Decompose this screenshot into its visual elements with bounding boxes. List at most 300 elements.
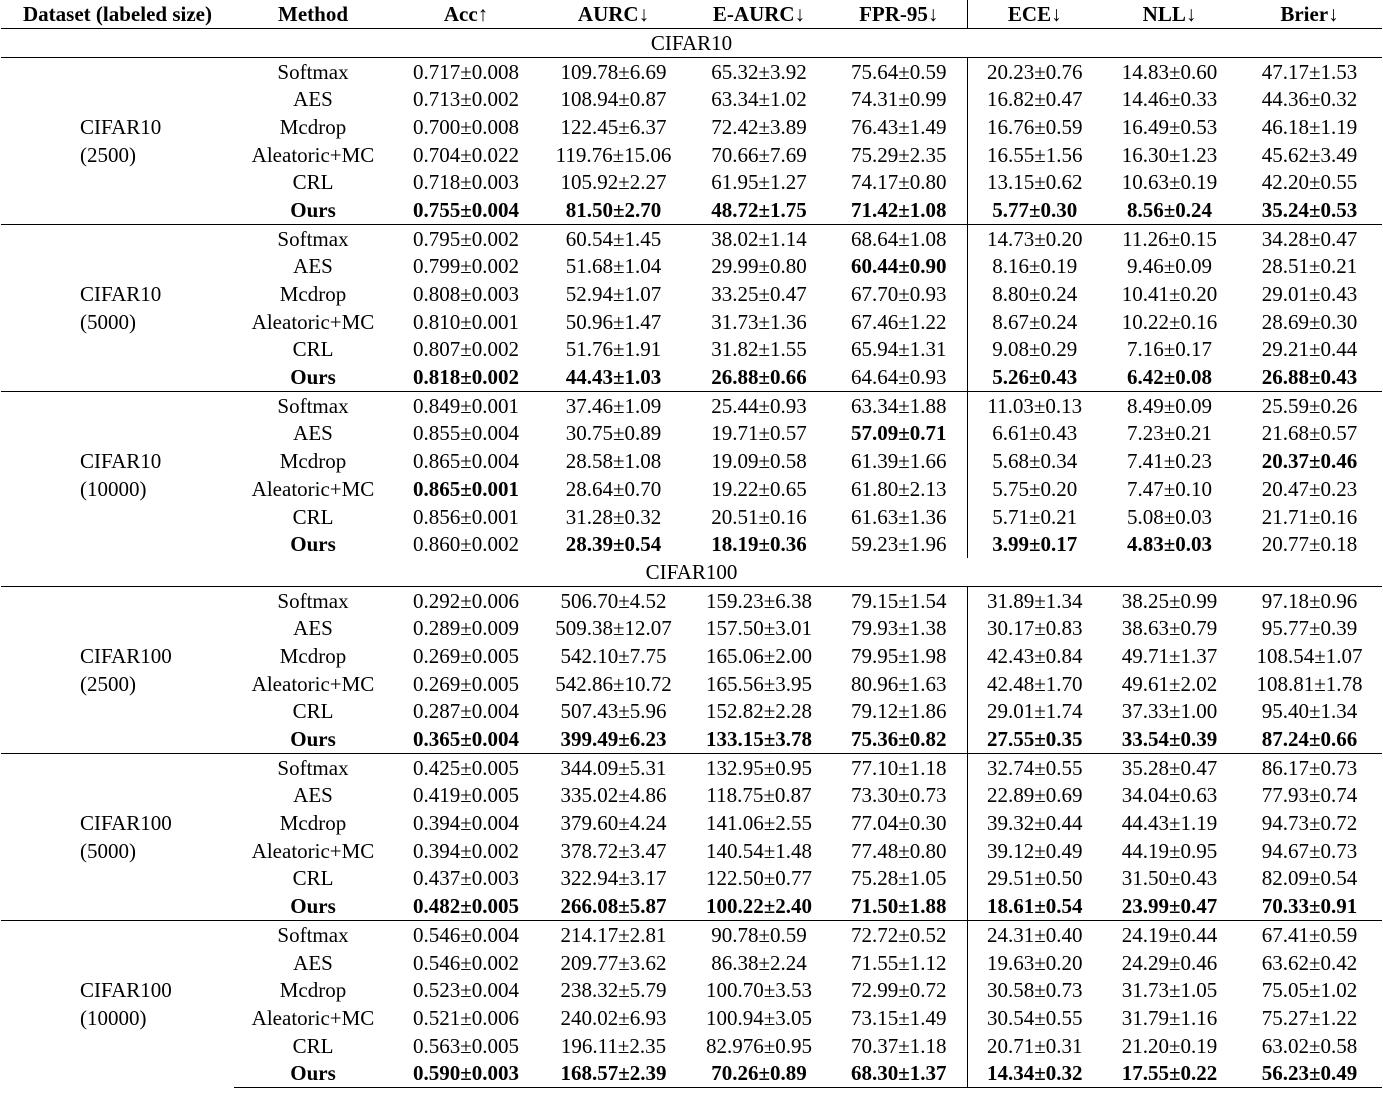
value-cell: 0.287±0.004	[412, 699, 520, 724]
value-cell: 25.59±0.26	[1237, 391, 1382, 419]
value-cell: 11.03±0.13	[967, 391, 1102, 419]
value-cell: 100.94±3.05	[705, 1005, 813, 1030]
value-cell: 95.77±0.39	[1261, 616, 1358, 641]
value-cell: 75.36±0.82	[831, 725, 967, 753]
value-cell: 0.808±0.003	[412, 282, 520, 307]
value-cell: 0.269±0.005	[412, 671, 520, 696]
value-cell: 8.16±0.19	[992, 254, 1078, 279]
value-cell: 11.26±0.15	[1102, 224, 1237, 252]
method-cell: Softmax	[234, 753, 392, 781]
value-cell: 0.704±0.022	[412, 142, 520, 167]
value-cell: 60.44±0.90	[831, 253, 967, 281]
value-cell: 24.31±0.40	[967, 921, 1102, 949]
value-cell: 76.43±1.49	[831, 113, 967, 141]
method-cell: Ours	[290, 197, 336, 222]
table-row	[1, 391, 1382, 419]
value-cell: 26.88±0.66	[711, 365, 807, 390]
value-cell: 61.80±2.13	[831, 475, 967, 503]
value-cell: 44.36±0.32	[1261, 87, 1358, 112]
value-cell: 71.55±1.12	[831, 949, 967, 977]
value-cell: 71.50±1.88	[831, 892, 967, 920]
value-cell: 51.76±1.91	[565, 337, 662, 362]
value-cell: 542.86±10.72	[555, 671, 672, 696]
value-cell: 165.56±3.95	[705, 671, 813, 696]
value-cell: 77.93±0.74	[1261, 783, 1358, 808]
dataset-size: (2500)	[80, 142, 136, 167]
value-cell: 10.63±0.19	[1121, 170, 1218, 195]
value-cell: 42.48±1.70	[986, 671, 1083, 696]
method-cell: AES	[293, 87, 333, 112]
value-cell: 29.01±1.74	[986, 699, 1083, 724]
header-aurc: AURC↓	[577, 1, 650, 26]
value-cell: 30.75±0.89	[565, 421, 662, 446]
value-cell: 19.09±0.58	[711, 449, 807, 474]
value-cell: 30.17±0.83	[986, 616, 1083, 641]
value-cell: 70.37±1.18	[831, 1032, 967, 1060]
header-dataset: Dataset (labeled size)	[23, 1, 212, 26]
dataset-name: CIFAR10	[80, 114, 162, 139]
value-cell: 378.72±3.47	[560, 838, 667, 863]
header-e-aurc: E-AURC↓	[712, 1, 806, 26]
value-cell: 7.47±0.10	[1126, 476, 1213, 501]
value-cell: 28.64±0.70	[565, 476, 662, 501]
value-cell: 80.96±1.63	[831, 670, 967, 698]
method-cell: CRL	[292, 866, 334, 891]
value-cell: 507.43±5.96	[560, 699, 667, 724]
value-cell: 8.80±0.24	[992, 282, 1078, 307]
value-cell: 51.68±1.04	[565, 254, 662, 279]
value-cell: 9.08±0.29	[992, 337, 1078, 362]
value-cell: 0.807±0.002	[412, 337, 520, 362]
value-cell: 42.20±0.55	[1261, 170, 1358, 195]
value-cell: 60.54±1.45	[540, 224, 687, 252]
value-cell: 7.23±0.21	[1126, 421, 1213, 446]
value-cell: 64.64±0.93	[831, 363, 967, 391]
value-cell: 73.15±1.49	[831, 1004, 967, 1032]
value-cell: 52.94±1.07	[565, 282, 662, 307]
dataset-size: (10000)	[80, 477, 147, 501]
method-cell: CRL	[292, 1033, 334, 1058]
value-cell: 20.23±0.76	[986, 59, 1083, 84]
value-cell: 97.18±0.96	[1261, 588, 1358, 613]
value-cell: 100.22±2.40	[705, 894, 813, 919]
method-cell: Aleatoric+MC	[251, 142, 375, 167]
value-cell: 77.10±1.18	[831, 753, 967, 781]
results-table	[1, 0, 1382, 1088]
method-cell: CRL	[292, 337, 334, 362]
value-cell: 35.24±0.53	[1261, 197, 1358, 222]
value-cell: 122.50±0.77	[705, 866, 813, 891]
value-cell: 5.08±0.03	[1126, 504, 1213, 529]
value-cell: 196.11±2.35	[560, 1033, 667, 1058]
method-cell: AES	[293, 254, 333, 279]
value-cell: 79.12±1.86	[831, 698, 967, 726]
table-row	[1, 57, 1382, 85]
value-cell: 0.590±0.003	[392, 1059, 540, 1087]
value-cell: 29.99±0.80	[711, 254, 807, 279]
method-cell: Ours	[290, 532, 336, 557]
value-cell: 21.20±0.19	[1121, 1033, 1218, 1058]
method-cell: Mcdrop	[279, 978, 347, 1003]
value-cell: 39.12±0.49	[986, 838, 1083, 863]
value-cell: 28.58±1.08	[565, 449, 662, 474]
value-cell: 72.72±0.52	[831, 921, 967, 949]
value-cell: 29.21±0.44	[1261, 337, 1358, 362]
header-method: Method	[278, 1, 348, 26]
value-cell: 159.23±6.38	[705, 588, 813, 613]
value-cell: 61.39±1.66	[831, 447, 967, 475]
value-cell: 31.73±1.36	[711, 309, 807, 334]
method-cell: CRL	[292, 170, 334, 195]
dataset-cell	[1, 57, 234, 224]
value-cell: 140.54±1.48	[705, 838, 813, 863]
value-cell: 322.94±3.17	[560, 866, 667, 891]
value-cell: 56.23±0.49	[1237, 1059, 1382, 1087]
value-cell: 63.34±1.88	[831, 391, 967, 419]
value-cell: 65.94±1.31	[831, 336, 967, 364]
value-cell: 67.41±0.59	[1237, 921, 1382, 949]
value-cell: 20.71±0.31	[986, 1033, 1083, 1058]
value-cell: 240.02±6.93	[560, 1005, 667, 1030]
value-cell: 48.72±1.75	[711, 197, 807, 222]
value-cell: 31.28±0.32	[565, 504, 662, 529]
value-cell: 57.09±0.71	[831, 420, 967, 448]
value-cell: 27.55±0.35	[986, 727, 1083, 752]
value-cell: 0.394±0.002	[412, 838, 520, 863]
method-cell: Aleatoric+MC	[251, 476, 375, 501]
value-cell: 0.865±0.001	[412, 476, 520, 501]
section-title: CIFAR10	[1, 29, 1382, 58]
value-cell: 0.425±0.005	[392, 753, 540, 781]
value-cell: 38.02±1.14	[687, 224, 831, 252]
value-cell: 28.51±0.21	[1261, 254, 1358, 279]
value-cell: 94.73±0.72	[1261, 811, 1358, 836]
value-cell: 8.67±0.24	[992, 309, 1078, 334]
value-cell: 0.269±0.005	[412, 643, 520, 668]
section-header-row	[1, 558, 1382, 586]
value-cell: 0.546±0.002	[412, 950, 520, 975]
value-cell: 0.523±0.004	[412, 978, 520, 1003]
value-cell: 61.63±1.36	[831, 503, 967, 531]
value-cell: 0.546±0.004	[392, 921, 540, 949]
table-row	[1, 753, 1382, 781]
value-cell: 70.33±0.91	[1261, 894, 1358, 919]
value-cell: 6.61±0.43	[992, 421, 1078, 446]
value-cell: 34.04±0.63	[1121, 783, 1218, 808]
value-cell: 16.30±1.23	[1121, 142, 1218, 167]
value-cell: 74.31±0.99	[831, 85, 967, 113]
value-cell: 20.51±0.16	[711, 504, 807, 529]
method-cell: Ours	[290, 365, 336, 390]
value-cell: 70.26±0.89	[687, 1059, 831, 1087]
value-cell: 74.17±0.80	[831, 168, 967, 196]
value-cell: 0.419±0.005	[412, 783, 520, 808]
value-cell: 0.718±0.003	[412, 170, 520, 195]
value-cell: 7.41±0.23	[1126, 449, 1213, 474]
dataset-size: (5000)	[80, 309, 136, 334]
dataset-name: CIFAR10	[80, 281, 162, 306]
dataset-name: CIFAR100	[80, 978, 172, 1003]
value-cell: 31.50±0.43	[1121, 866, 1218, 891]
value-cell: 37.46±1.09	[540, 391, 687, 419]
value-cell: 29.01±0.43	[1261, 282, 1358, 307]
value-cell: 3.99±0.17	[992, 532, 1078, 557]
value-cell: 77.04±0.30	[831, 809, 967, 837]
value-cell: 108.81±1.78	[1256, 671, 1363, 696]
value-cell: 86.38±2.24	[711, 950, 807, 975]
method-cell: Softmax	[234, 921, 392, 949]
value-cell: 23.99±0.47	[1121, 894, 1218, 919]
method-cell: Mcdrop	[279, 114, 347, 139]
value-cell: 44.43±1.19	[1121, 811, 1218, 836]
value-cell: 0.856±0.001	[412, 504, 520, 529]
value-cell: 31.82±1.55	[711, 337, 807, 362]
value-cell: 72.42±3.89	[711, 114, 807, 139]
value-cell: 28.69±0.30	[1261, 309, 1358, 334]
value-cell: 141.06±2.55	[705, 811, 813, 836]
header-ece: ECE↓	[1007, 1, 1062, 26]
value-cell: 0.860±0.002	[412, 532, 520, 557]
method-cell: Ours	[290, 894, 336, 919]
header-brier: Brier↓	[1280, 1, 1339, 26]
value-cell: 68.64±1.08	[831, 224, 967, 252]
method-cell: AES	[293, 950, 333, 975]
value-cell: 14.73±0.20	[967, 224, 1102, 252]
value-cell: 100.70±3.53	[705, 978, 813, 1003]
value-cell: 209.77±3.62	[560, 950, 667, 975]
value-cell: 61.95±1.27	[711, 170, 807, 195]
value-cell: 109.78±6.69	[560, 59, 667, 84]
value-cell: 0.482±0.005	[412, 894, 520, 919]
value-cell: 157.50±3.01	[705, 616, 813, 641]
value-cell: 0.717±0.008	[412, 59, 520, 84]
value-cell: 67.46±1.22	[831, 308, 967, 336]
value-cell: 17.55±0.22	[1102, 1059, 1237, 1087]
value-cell: 75.28±1.05	[831, 865, 967, 893]
value-cell: 19.22±0.65	[711, 476, 807, 501]
header-nll: NLL↓	[1142, 1, 1197, 26]
value-cell: 42.43±0.84	[986, 643, 1083, 668]
value-cell: 31.89±1.34	[986, 588, 1083, 613]
value-cell: 10.22±0.16	[1121, 309, 1218, 334]
value-cell: 44.43±1.03	[565, 365, 662, 390]
method-cell: Aleatoric+MC	[251, 838, 375, 863]
value-cell: 63.02±0.58	[1261, 1033, 1358, 1058]
table-row	[1, 586, 1382, 614]
value-cell: 0.818±0.002	[412, 365, 520, 390]
value-cell: 38.63±0.79	[1121, 616, 1218, 641]
value-cell: 18.19±0.36	[711, 532, 807, 557]
value-cell: 75.27±1.22	[1261, 1005, 1358, 1030]
value-cell: 25.44±0.93	[687, 391, 831, 419]
method-cell: CRL	[292, 504, 334, 529]
value-cell: 238.32±5.79	[560, 978, 667, 1003]
method-cell: Ours	[290, 727, 336, 752]
value-cell: 24.19±0.44	[1102, 921, 1237, 949]
method-cell: Mcdrop	[279, 643, 347, 668]
value-cell: 45.62±3.49	[1261, 142, 1358, 167]
value-cell: 21.71±0.16	[1261, 504, 1358, 529]
value-cell: 8.56±0.24	[1126, 197, 1213, 222]
value-cell: 266.08±5.87	[560, 894, 667, 919]
value-cell: 94.67±0.73	[1261, 838, 1358, 863]
value-cell: 34.28±0.47	[1237, 224, 1382, 252]
value-cell: 30.58±0.73	[986, 978, 1083, 1003]
value-cell: 7.16±0.17	[1126, 337, 1213, 362]
value-cell: 122.45±6.37	[560, 114, 667, 139]
value-cell: 75.64±0.59	[831, 57, 967, 85]
value-cell: 119.76±15.06	[555, 142, 672, 167]
value-cell: 59.23±1.96	[831, 530, 967, 558]
value-cell: 30.54±0.55	[986, 1005, 1083, 1030]
value-cell: 16.82±0.47	[986, 87, 1083, 112]
method-cell: Softmax	[234, 391, 392, 419]
value-cell: 73.30±0.73	[831, 782, 967, 810]
value-cell: 0.437±0.003	[412, 866, 520, 891]
value-cell: 0.394±0.004	[412, 811, 520, 836]
value-cell: 344.09±5.31	[540, 753, 687, 781]
value-cell: 50.96±1.47	[565, 309, 662, 334]
value-cell: 29.51±0.50	[986, 866, 1083, 891]
table-row	[1, 921, 1382, 949]
method-cell: Softmax	[277, 59, 349, 84]
value-cell: 399.49±6.23	[560, 727, 667, 752]
dataset-cell	[1, 391, 234, 558]
section-title: CIFAR100	[1, 558, 1382, 586]
method-cell: Softmax	[277, 588, 349, 613]
value-cell: 0.521±0.006	[412, 1005, 520, 1030]
header-acc: Acc↑	[443, 1, 489, 26]
value-cell: 10.41±0.20	[1121, 282, 1218, 307]
method-cell: Aleatoric+MC	[251, 309, 375, 334]
value-cell: 0.289±0.009	[412, 616, 520, 641]
value-cell: 22.89±0.69	[986, 783, 1083, 808]
method-cell: Mcdrop	[279, 449, 347, 474]
dataset-size: (10000)	[80, 1006, 147, 1031]
value-cell: 20.37±0.46	[1261, 449, 1358, 474]
value-cell: 82.09±0.54	[1261, 866, 1358, 891]
value-cell: 63.34±1.02	[711, 87, 807, 112]
value-cell: 79.93±1.38	[831, 614, 967, 642]
value-cell: 5.75±0.20	[992, 476, 1078, 501]
value-cell: 39.32±0.44	[986, 811, 1083, 836]
value-cell: 75.05±1.02	[1261, 978, 1358, 1003]
value-cell: 5.26±0.43	[992, 365, 1078, 390]
value-cell: 165.06±2.00	[705, 643, 813, 668]
value-cell: 20.77±0.18	[1261, 532, 1358, 557]
value-cell: 0.810±0.001	[412, 309, 520, 334]
method-cell: Ours	[234, 1059, 392, 1087]
value-cell: 82.976±0.95	[705, 1033, 813, 1058]
value-cell: 31.79±1.16	[1121, 1005, 1218, 1030]
value-cell: 0.849±0.001	[392, 391, 540, 419]
value-cell: 0.755±0.004	[412, 197, 520, 222]
value-cell: 118.75±0.87	[706, 783, 812, 808]
value-cell: 72.99±0.72	[831, 976, 967, 1004]
value-cell: 16.76±0.59	[986, 114, 1083, 139]
value-cell: 0.855±0.004	[412, 421, 520, 446]
value-cell: 108.54±1.07	[1256, 643, 1363, 668]
value-cell: 70.66±7.69	[711, 142, 807, 167]
value-cell: 71.42±1.08	[831, 196, 967, 224]
value-cell: 19.71±0.57	[711, 421, 807, 446]
method-cell: AES	[293, 616, 333, 641]
value-cell: 379.60±4.24	[560, 811, 667, 836]
value-cell: 0.700±0.008	[412, 114, 520, 139]
value-cell: 20.47±0.23	[1261, 476, 1358, 501]
value-cell: 19.63±0.20	[986, 950, 1083, 975]
method-cell: Aleatoric+MC	[251, 1005, 375, 1030]
value-cell: 49.71±1.37	[1121, 643, 1218, 668]
dataset-cell	[1, 224, 234, 391]
value-cell: 14.83±0.60	[1121, 59, 1218, 84]
value-cell: 5.68±0.34	[992, 449, 1078, 474]
value-cell: 68.30±1.37	[831, 1059, 967, 1087]
value-cell: 133.15±3.78	[705, 727, 813, 752]
value-cell: 14.34±0.32	[967, 1059, 1102, 1087]
value-cell: 65.32±3.92	[711, 59, 807, 84]
value-cell: 32.74±0.55	[967, 753, 1102, 781]
value-cell: 8.49±0.09	[1102, 391, 1237, 419]
value-cell: 132.95±0.95	[687, 753, 831, 781]
value-cell: 0.713±0.002	[412, 87, 520, 112]
value-cell: 16.49±0.53	[1121, 114, 1218, 139]
value-cell: 0.799±0.002	[412, 254, 520, 279]
value-cell: 28.39±0.54	[565, 532, 662, 557]
dataset-name: CIFAR10	[80, 449, 162, 473]
value-cell: 95.40±1.34	[1261, 699, 1358, 724]
header-fpr-95: FPR-95↓	[831, 0, 967, 29]
method-cell: Mcdrop	[279, 282, 347, 307]
dataset-size: (2500)	[80, 671, 136, 696]
value-cell: 108.94±0.87	[560, 87, 667, 112]
value-cell: 6.42±0.08	[1126, 365, 1213, 390]
value-cell: 67.70±0.93	[831, 280, 967, 308]
value-cell: 47.17±1.53	[1261, 59, 1358, 84]
value-cell: 0.865±0.004	[412, 449, 520, 474]
value-cell: 86.17±0.73	[1237, 753, 1382, 781]
value-cell: 37.33±1.00	[1121, 699, 1218, 724]
value-cell: 35.28±0.47	[1102, 753, 1237, 781]
method-cell: AES	[293, 783, 333, 808]
value-cell: 506.70±4.52	[560, 588, 667, 613]
method-cell: AES	[293, 421, 333, 446]
dataset-cell	[1, 921, 234, 1088]
value-cell: 63.62±0.42	[1261, 950, 1358, 975]
value-cell: 75.29±2.35	[831, 141, 967, 169]
value-cell: 0.563±0.005	[412, 1033, 520, 1058]
value-cell: 152.82±2.28	[705, 699, 813, 724]
value-cell: 26.88±0.43	[1261, 365, 1358, 390]
dataset-cell	[1, 586, 234, 753]
value-cell: 0.795±0.002	[392, 224, 540, 252]
value-cell: 49.61±2.02	[1121, 671, 1218, 696]
header-row	[1, 0, 1382, 29]
value-cell: 24.29±0.46	[1121, 950, 1218, 975]
value-cell: 168.57±2.39	[540, 1059, 687, 1087]
value-cell: 5.71±0.21	[992, 504, 1078, 529]
value-cell: 13.15±0.62	[986, 170, 1083, 195]
value-cell: 4.83±0.03	[1126, 532, 1213, 557]
dataset-name: CIFAR100	[80, 643, 172, 668]
value-cell: 21.68±0.57	[1261, 421, 1358, 446]
value-cell: 509.38±12.07	[555, 616, 672, 641]
value-cell: 90.78±0.59	[687, 921, 831, 949]
value-cell: 105.92±2.27	[560, 170, 667, 195]
value-cell: 44.19±0.95	[1121, 838, 1218, 863]
value-cell: 31.73±1.05	[1121, 978, 1218, 1003]
method-cell: Aleatoric+MC	[251, 671, 375, 696]
